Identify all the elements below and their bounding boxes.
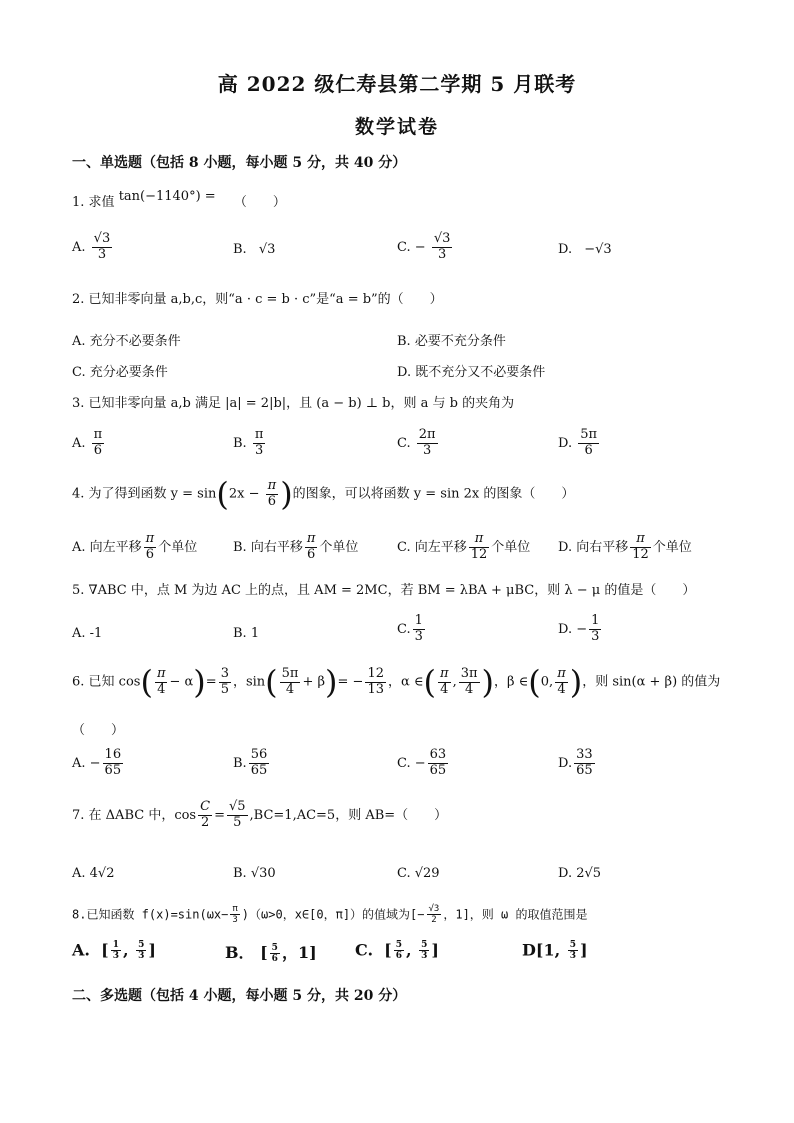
option-letter: B. [233, 242, 247, 257]
q2-option-a[interactable]: A. 充分不必要条件 [72, 334, 181, 349]
q7-option-c[interactable]: C. √29 [397, 866, 440, 881]
q7-option-d[interactable]: D. 2√5 [558, 866, 602, 881]
option-letter: C. [397, 239, 411, 255]
question-3: 3. 已知非零向量 a,b 满足 |a| = 2|b|，且 (a − b) ⊥ b，则 a 与 b 的夹角为 [72, 396, 515, 411]
q8-option-d[interactable]: D[1, $\frac{5}{3}$ ] [522, 940, 588, 962]
q4-stem-tail: 的图象，可以将函数 y = sin 2x 的图象（ ） [292, 486, 575, 502]
fraction: $\frac{√3}{3}$ [433, 231, 451, 262]
question-1 [72, 190, 286, 209]
q7-option-a[interactable]: A. 4√2 [72, 866, 115, 881]
q1-blank: （ ） [233, 195, 286, 210]
option-letter: A. [72, 239, 86, 255]
q5-option-a[interactable]: A. -1 [72, 626, 103, 641]
q1-option-d[interactable] [558, 242, 612, 257]
q8-option-a[interactable]: A. [ $\frac{1}{3}$ , $\frac{5}{3}$ ] [72, 940, 156, 962]
q3-option-a[interactable]: A. $\frac{\pi}{6}$ [72, 427, 103, 458]
q1-stem: 1. 求值 [72, 195, 115, 210]
q1-option-b[interactable] [233, 242, 275, 257]
q1-option-a[interactable] [72, 232, 114, 263]
q6-option-c[interactable]: C. − $\frac{63}{65}$ [397, 747, 447, 778]
q1-option-c[interactable] [397, 232, 454, 263]
section-single-choice-heading: 一、单选题（包括 8 小题，每小题 5 分，共 40 分） [72, 155, 407, 171]
q5-option-b[interactable]: B. 1 [233, 626, 260, 641]
question-2: 2. 已知非零向量 a,b,c，则“a · c = b · c”是“a = b”的（ ） [72, 292, 443, 307]
q6-option-a[interactable]: A. − $\frac{16}{65}$ [72, 747, 122, 778]
q6-blank: （ ） [72, 723, 125, 738]
q7-option-b[interactable]: B. √30 [233, 866, 276, 881]
q2-option-c[interactable]: C. 充分必要条件 [72, 365, 168, 380]
q6-option-d[interactable]: D. $\frac{33}{65}$ [558, 747, 593, 778]
q4-option-a[interactable]: A. 向左平移 $\frac{\pi}{6}$ 个单位 [72, 531, 198, 562]
q8-option-c[interactable]: C. [ $\frac{5}{6}$ , $\frac{5}{3}$ ] [355, 940, 439, 962]
option-value: −√3 [584, 242, 612, 257]
q4-option-c[interactable]: C. 向左平移 $\frac{\pi}{12}$ 个单位 [397, 531, 531, 562]
option-letter: D. [558, 242, 573, 257]
question-7: 7. 在 ΔABC 中，cos $\frac{C}{2}$ = $\frac{√5}{5}$ ,BC=1,AC=5，则 AB=（ ） [72, 799, 448, 830]
q5-option-c[interactable]: C. $\frac{1}{3}$ [397, 613, 423, 644]
minus-sign: − [414, 239, 426, 255]
q4-option-d[interactable]: D. 向右平移 $\frac{\pi}{12}$ 个单位 [558, 531, 692, 562]
question-8: 8.已知函数 f(x)=sin(ωx− $\frac{\pi}{3}$ )（ω>0，x∈[0，π]）的值域为[− $\frac{√3}{2}$ ，1]，则 ω 的取值范围是 [72, 904, 588, 926]
q3-option-c[interactable]: C. $\frac{2\pi}{3}$ [397, 427, 436, 458]
exam-title: 高 2022 级仁寿县第二学期 5 月联考 [217, 72, 577, 96]
question-4: 4. 为了得到函数 y = sin(2x − $\frac{\pi}{6}$ )的图象，可以将函数 y = sin 2x 的图象（ ） [72, 475, 575, 513]
fraction: $\frac{√3}{3}$ [93, 231, 111, 262]
q4-option-b[interactable]: B. 向右平移 $\frac{\pi}{6}$ 个单位 [233, 531, 359, 562]
q2-option-d[interactable]: D. 既不充分又不必要条件 [397, 365, 546, 380]
exam-subtitle: 数学试卷 [354, 116, 439, 138]
option-value: √3 [258, 242, 276, 257]
q1-expression: tan(−1140°) = [118, 189, 216, 204]
q3-option-d[interactable]: D. $\frac{5\pi}{6}$ [558, 427, 598, 458]
q5-option-d[interactable]: D. − $\frac{1}{3}$ [558, 613, 600, 644]
q2-option-b[interactable]: B. 必要不充分条件 [397, 334, 506, 349]
q6-option-b[interactable]: B. $\frac{56}{65}$ [233, 747, 268, 778]
q3-option-b[interactable]: B. $\frac{\pi}{3}$ [233, 427, 264, 458]
section-multi-choice-heading: 二、多选题（包括 4 小题，每小题 5 分，共 20 分） [72, 988, 407, 1004]
q4-stem: 4. 为了得到函数 y = sin [72, 486, 217, 502]
q8-option-b[interactable]: B． [ $\frac{5}{6}$ ，1] [225, 942, 317, 964]
question-5: 5. ∇ABC 中，点 M 为边 AC 上的点，且 AM = 2MC，若 BM = λBA + μBC，则 λ − μ 的值是（ ） [72, 583, 696, 598]
question-6: 6. 已知 cos( $\frac{\pi}{4}$ − α)= $\frac{3}{5}$ ，sin( $\frac{5\pi}{4}$ + β)= − $\frac{12}{13}$ ，α ∈( $\frac{\pi}{4}$ , $\frac{3\pi}{4}$ )，β ∈(0, $\frac{\pi}{4}$ )，则 sin(α + β) 的值为 [72, 663, 721, 701]
